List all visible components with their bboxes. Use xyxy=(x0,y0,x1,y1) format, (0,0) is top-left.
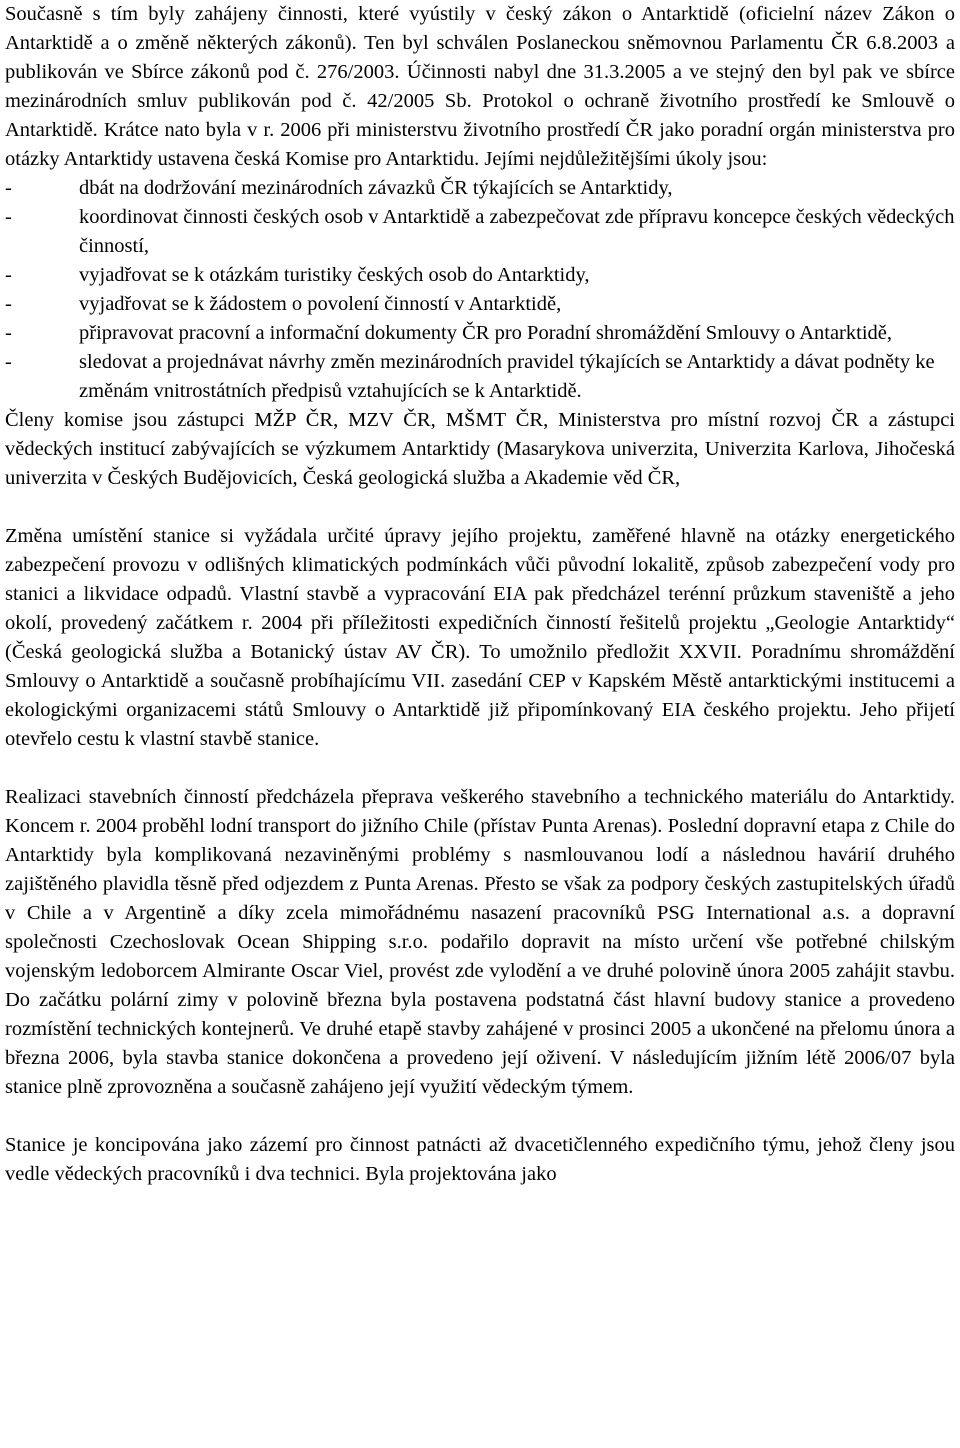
paragraph-antarctic-law: Současně s tím byly zahájeny činnosti, které vyústily v český zákon o Antarktidě (oficielní název Zákon o Antarktidě a o změně některých zákonů). Ten byl schválen Poslaneckou sněmovnou Parlamentu ČR 6.8.2003 a publikován ve Sbírce zákonů pod č. 276/2003. Účinnosti nabyl dne 31.3.2005 a ve stejný den byl pak ve sbírce mezinárodních smluv publikován pod č. 42/2005 Sb. Protokol o ochraně životního prostředí ke Smlouvě o Antarktidě. Krátce nato byla v r. 2006 při ministerstvu životního prostředí ČR jako poradní orgán ministerstva pro otázky Antarktidy ustavena česká Komise pro Antarktidu. Jejími nejdůležitějšími úkoly jsou: xyxy=(5,3,955,170)
dash-bullet: - xyxy=(5,264,12,286)
dash-bullet: - xyxy=(5,206,12,228)
paragraph-station-concept: Stanice je koncipována jako zázemí pro činnost patnácti až dvacetičlenného expedičního týmu, jehož členy jsou vedle vědeckých pracovníků i dva technici. Byla projektována jako xyxy=(5,1134,955,1185)
document-page xyxy=(5,0,955,1189)
list-item-text: dbát na dodržování mezinárodních závazků ČR týkajících se Antarktidy, xyxy=(79,177,673,199)
dash-bullet: - xyxy=(5,351,12,373)
list-item xyxy=(5,261,955,290)
list-item-text: sledovat a projednávat návrhy změn mezinárodních pravidel týkajících se Antarktidy a dávat podněty ke změnám vnitrostátních předpisů vztahujících se k Antarktidě. xyxy=(79,351,935,402)
list-item xyxy=(5,174,955,203)
paragraph-station-relocation: Změna umístění stanice si vyžádala určité úpravy jejího projektu, zaměřené hlavně na otázky energetického zabezpečení provozu v odlišných klimatických podmínkách vůči původní lokalitě, způsob zabezpečení vody pro stanici a likvidace odpadů. Vlastní stavbě a vypracování EIA pak předcházel terénní průzkum staveniště a jeho okolí, provedený začátkem r. 2004 při příležitosti expedičních činností řešitelů projektu „Geologie Antarktidy“ (Česká geologická služba a Botanický ústav AV ČR). To umožnilo předložit XXVII. Poradnímu shromáždění Smlouvy o Antarktidě a současně probíhajícímu VII. zasedání CEP v Kapském Městě antarktickými institucemi a ekologickými organizacemi států Smlouvy o Antarktidě již připomínkovaný EIA českého projektu. Jeho přijetí otevřelo cestu k vlastní stavbě stanice. xyxy=(5,525,955,750)
list-item xyxy=(5,290,955,319)
list-item xyxy=(5,203,955,261)
list-item-text: vyjadřovat se k žádostem o povolení činností v Antarktidě, xyxy=(79,293,562,315)
paragraph-construction: Realizaci stavebních činností předcházela přeprava veškerého stavebního a technického materiálu do Antarktidy. Koncem r. 2004 proběhl lodní transport do jižního Chile (přístav Punta Arenas). Poslední dopravní etapa z Chile do Antarktidy byla komplikovaná nezaviněnými problémy s nasmlouvanou lodí a následnou havárií druhého zajištěného plavidla těsně před odjezdem z Punta Arenas. Přesto se však za podpory českých zastupitelských úřadů v Chile a v Argentině a díky zcela mimořádnému nasazení pracovníků PSG International a.s. a dopravní společnosti Czechoslovak Ocean Shipping s.r.o. podařilo dopravit na místo určení vše potřebné chilským vojenským ledoborcem Almirante Oscar Viel, provést zde vylodění a ve druhé polovině února 2005 zahájit stavbu. Do začátku polární zimy v polovině března byla postavena podstatná část hlavní budovy stanice a provedeno rozmístění technických kontejnerů. Ve druhé etapě stavby zahájené v prosinci 2005 a ukončené na přelomu února a března 2006, byla stavba stanice dokončena a provedeno její oživení. V následujícím jižním létě 2006/07 byla stanice plně zprovozněna a současně zahájeno její využití vědeckým týmem. xyxy=(5,786,955,1098)
paragraph-commission-members: Členy komise jsou zástupci MŽP ČR, MZV ČR, MŠMT ČR, Ministerstva pro místní rozvoj ČR a zástupci vědeckých institucí zabývajících se výzkumem Antarktidy (Masarykova univerzita, Univerzita Karlova, Jihočeská univerzita v Českých Budějovicích, Česká geologická služba a Akademie věd ČR, xyxy=(5,409,955,489)
commission-tasks-list xyxy=(5,174,955,406)
list-item-text: připravovat pracovní a informační dokumenty ČR pro Poradní shromáždění Smlouvy o Antarktidě, xyxy=(79,322,893,344)
list-item-text: vyjadřovat se k otázkám turistiky českých osob do Antarktidy, xyxy=(79,264,590,286)
list-item xyxy=(5,348,955,406)
list-item-text: koordinovat činnosti českých osob v Antarktidě a zabezpečovat zde přípravu koncepce českých vědeckých činností, xyxy=(79,206,955,257)
paragraph-spacer xyxy=(5,493,955,522)
dash-bullet: - xyxy=(5,293,12,315)
dash-bullet: - xyxy=(5,177,12,199)
dash-bullet: - xyxy=(5,322,12,344)
list-item xyxy=(5,319,955,348)
paragraph-spacer xyxy=(5,754,955,783)
paragraph-spacer xyxy=(5,1102,955,1131)
